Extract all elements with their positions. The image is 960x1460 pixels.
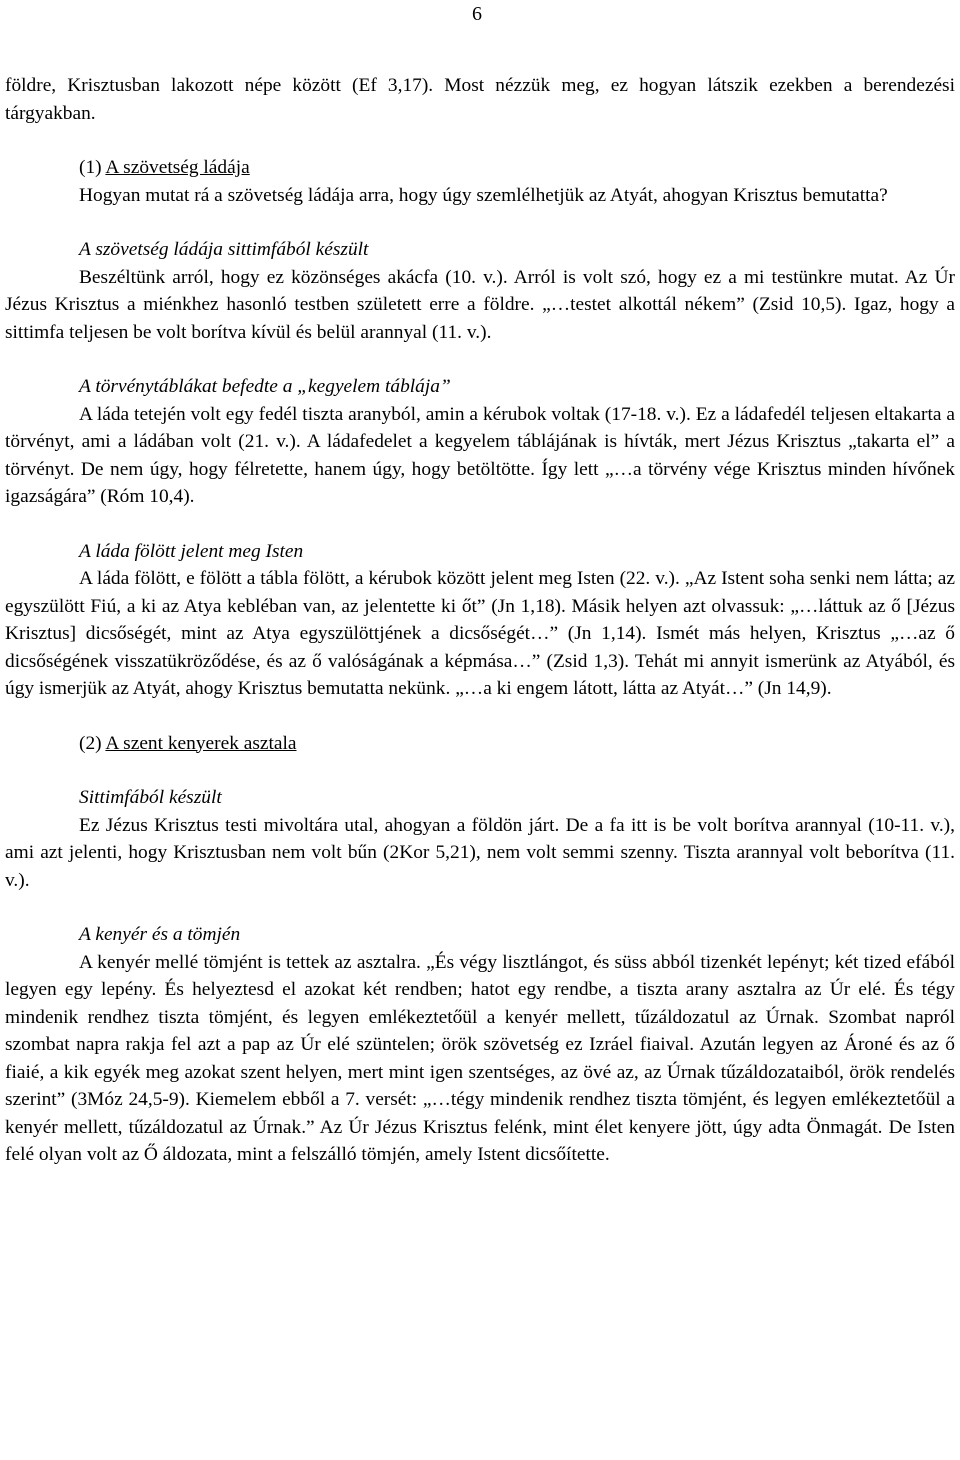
subparagraph-5: A kenyér mellé tömjént is tettek az asztalra. „És végy lisztlángot, és süss abból tizenkét lepényt; két tized efából legyen egy lepény. És helyeztesd el azokat két rendben; hatot egy rendbe, a tiszta arany asztalra az Úr elé. És tégy mindenik rendhez tiszta tömjént, és legyen emlékeztetőül a kenyér mellett, tűzáldozatul az Úrnak. Szombat napról szombat napra rakja fel azt a pap az Úr elé szüntelen; örök szövetség ez Izráel fiaival. Azután legyen az Ároné és az ő fiaié, a kik egyék meg azokat szent helyen, mert mint igen szentséges, az övé az, az Úrnak tűzáldozataiból, örök rendelés szerint” (3Móz 24,5-9). Kiemelem ebből a 7. versét: „…tégy mindenik rendhez tiszta tömjént, és legyen emlékeztetőül a kenyér mellett, tűzáldozatul az Úrnak.” Az Úr Jézus Krisztus felénk, mint élet kenyere jött, úgy adta Önmagát. De Isten felé olyan volt az Ő áldozata, mint a felszálló tömjén, amely Istent dicsőítette.	[5, 951, 955, 1165]
subparagraph-3: A láda fölött, e fölött a tábla fölött, a kérubok között jelent meg Isten (22. v.). „Az Istent soha senki nem látta; az egyszülött Fiú, a ki az Atya kebléban van, az jelentette ki őt” (Jn 1,18). Másik helyen azt olvassuk: „…láttuk az ő [Jézus Krisztus] dicsőségét, mint az Atya egyszülöttjének a dicsőségét…” (Jn 1,14). Ismét más helyen, Krisztus „…az ő dicsőségének visszatükröződése, és az ő valóságának a képmása…” (Zsid 1,3). Tehát mi annyit ismerünk az Atyából, és úgy ismerjük az Atyát, ahogy Krisztus bemutatta nekünk. „…a ki engem látott, látta az Atyát…” (Jn 14,9).	[5, 568, 955, 699]
subheading-1: A szövetség ládája sittimfából készült	[79, 239, 369, 260]
section-1-question: Hogyan mutat rá a szövetség ládája arra, hogy úgy szemlélhetjük az Atyát, ahogyan Krisztus bemutatta?	[79, 184, 888, 206]
subheading-4: Sittimfából készült	[79, 787, 222, 808]
section-2-title: A szent kenyerek asztala	[105, 732, 297, 754]
intro-paragraph: földre, Krisztusban lakozott népe között (Ef 3,17). Most nézzük meg, ez hogyan látszik ezekben a berendezési tárgyakban.	[5, 75, 955, 124]
subheading-3: A láda fölött jelent meg Isten	[79, 540, 304, 562]
subparagraph-2: A láda tetején volt egy fedél tiszta aranyból, amin a kérubok voltak (17-18. v.). Ez a ládafedél teljesen eltakarta a törvényt, ami a ládában volt (21. v.). A ládafedelet a kegyelem táblájának is hívták, mert Jézus Krisztus „takarta el” a törvényt. De nem úgy, hogy félretette, hanem úgy, hogy betöltötte. Így lett „…a törvény vége Krisztus minden hívőnek igazságára” (Róm 10,4).	[5, 403, 955, 507]
subparagraph-4: Ez Jézus Krisztus testi mivoltára utal, ahogyan a földön járt. De a fa itt is be volt borítva arannyal (10-11. v.), ami azt jelenti, hogy Krisztusban nem volt bűn (2Kor 5,21), nem volt semmi szenny. Tiszta arannyal volt beborítva (11. v.).	[5, 814, 955, 891]
section-1-title: A szövetség ládája	[105, 157, 250, 178]
page-number: 6	[472, 3, 482, 25]
section-2-number: (2)	[79, 732, 106, 754]
subheading-5: A kenyér és a tömjén	[79, 924, 241, 945]
section-1-heading	[5, 154, 955, 182]
subparagraph-1: Beszéltünk arról, hogy ez közönséges akácfa (10. v.). Arról is volt szó, hogy ez a mi testünkre mutat. Az Úr Jézus Krisztus a miénkhez hasonló testben született erre a földre. „…testet alkottál nékem” (Zsid 10,5). Igaz, hogy a sittimfa teljesen be volt borítva kívül és belül arannyal (11. v.).	[5, 266, 955, 343]
section-2-heading	[5, 730, 955, 758]
section-1-number: (1)	[79, 157, 106, 178]
document-body	[5, 0, 955, 1169]
subheading-2: A törvénytáblákat befedte a „kegyelem táblája”	[79, 376, 451, 397]
